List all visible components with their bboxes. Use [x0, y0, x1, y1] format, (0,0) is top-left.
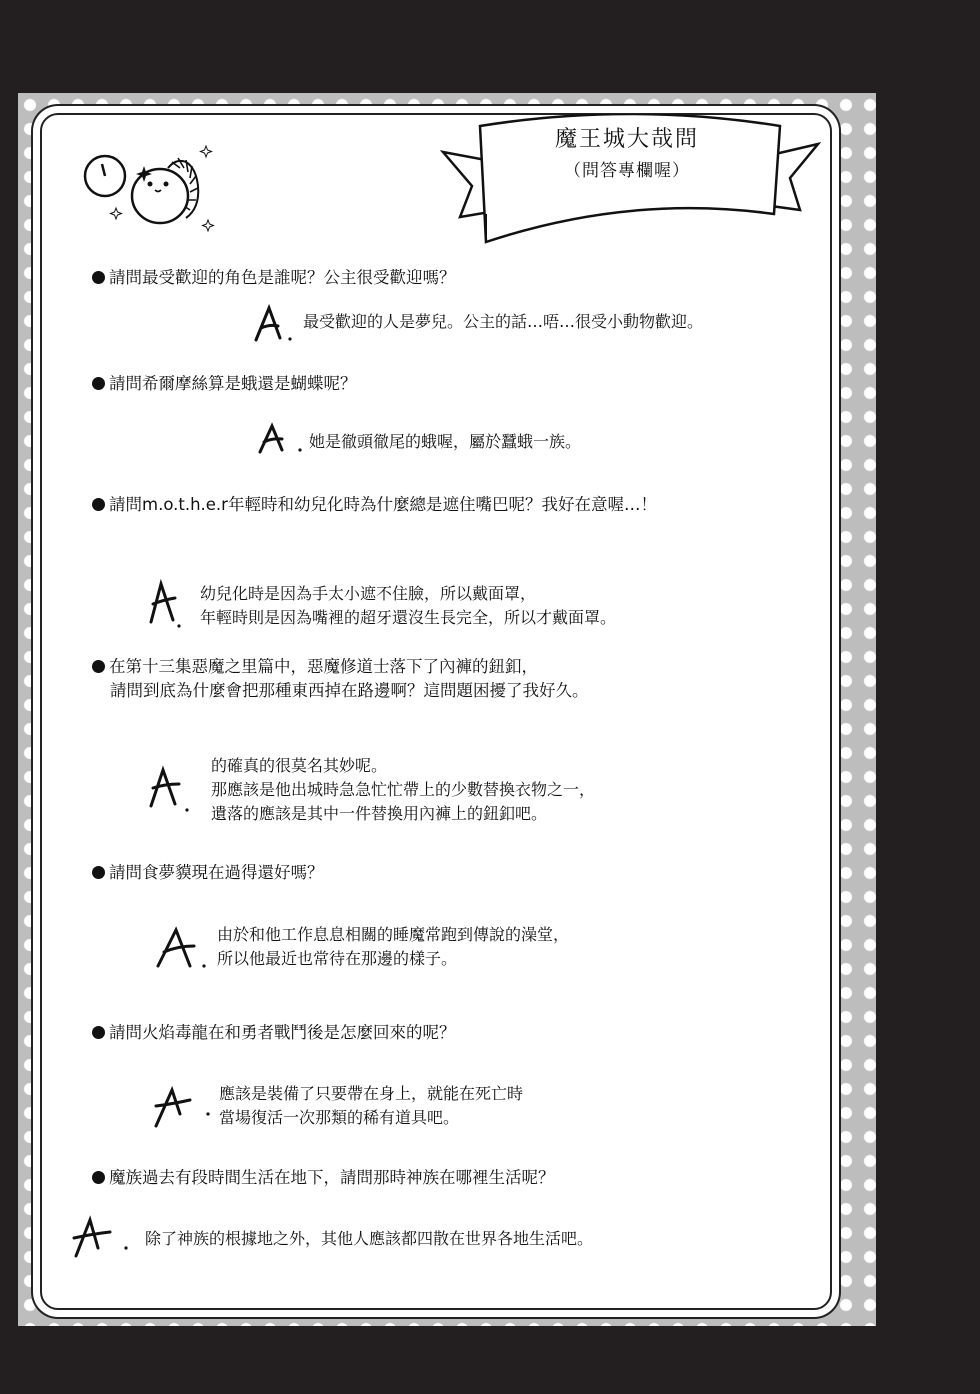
answer-line: 由於和他工作息息相關的睡魔常跑到傳說的澡堂， — [217, 925, 570, 944]
answer-2 — [309, 430, 581, 454]
answer-a-mark — [70, 1214, 134, 1262]
question-text: 請問m.o.t.h.e.r年輕時和幼兒化時為什麼總是遮住嘴巴呢？我好在意喔…！ — [109, 495, 657, 514]
answer-line: 最受歡迎的人是夢兒。公主的話…唔…很受小動物歡迎。 — [303, 312, 704, 331]
column-title: 魔王城大哉問 — [554, 127, 699, 152]
question-text: 請問食夢貘現在過得還好嗎？ — [109, 863, 324, 882]
question-4 — [92, 655, 589, 703]
question-text: 在第十三集惡魔之里篇中，惡魔修道士落下了內褲的鈕釦， — [109, 657, 538, 676]
bullet-icon — [92, 271, 105, 284]
question-7 — [92, 1166, 555, 1190]
answer-1 — [303, 310, 703, 334]
bullet-icon — [92, 377, 105, 390]
answer-line: 當場復活一次那類的稀有道具吧。 — [219, 1108, 460, 1127]
answer-a-mark — [154, 924, 210, 972]
question-5 — [92, 861, 324, 885]
answer-line: 的確真的很莫名其妙呢。 — [211, 756, 388, 775]
mascot-illustration — [80, 138, 220, 238]
question-2 — [92, 372, 357, 396]
answer-a-mark — [145, 578, 189, 632]
bullet-icon — [92, 1026, 105, 1039]
answer-3 — [200, 582, 616, 630]
question-6 — [92, 1021, 456, 1045]
answer-line: 所以他最近也常待在那邊的樣子。 — [217, 949, 458, 968]
answer-a-mark — [145, 764, 193, 814]
question-text-line2: 請問到底為什麼會把那種東西掉在路邊啊？這問題困擾了我好久。 — [110, 681, 589, 700]
question-3 — [92, 493, 657, 517]
answer-4 — [211, 754, 595, 826]
answer-5 — [217, 923, 569, 971]
column-subtitle: （問答專欄喔） — [564, 161, 690, 181]
bullet-icon — [92, 660, 105, 673]
bullet-icon — [92, 1171, 105, 1184]
question-text: 請問希爾摩絲算是蛾還是蝴蝶呢？ — [109, 374, 357, 393]
answer-line: 那應該是他出城時急急忙忙帶上的少數替換衣物之一， — [211, 780, 596, 799]
answer-a-mark — [256, 422, 306, 456]
bullet-icon — [92, 498, 105, 511]
answer-7 — [145, 1227, 593, 1251]
answer-a-mark — [252, 304, 296, 344]
answer-line: 她是徹頭徹尾的蛾喔，屬於蠶蛾一族。 — [309, 432, 582, 451]
answer-line: 年輕時則是因為嘴裡的超牙還沒生長完全，所以才戴面罩。 — [200, 608, 617, 627]
question-1 — [92, 266, 456, 290]
answer-line: 應該是裝備了只要帶在身上，就能在死亡時 — [219, 1084, 524, 1103]
bullet-icon — [92, 866, 105, 879]
question-text: 請問火焰毒龍在和勇者戰鬥後是怎麼回來的呢？ — [109, 1023, 456, 1042]
question-text: 魔族過去有段時間生活在地下，請問那時神族在哪裡生活呢？ — [109, 1168, 555, 1187]
answer-6 — [219, 1082, 523, 1130]
answer-line: 幼兒化時是因為手太小遮不住臉，所以戴面罩， — [200, 584, 537, 603]
answer-a-mark — [150, 1084, 214, 1132]
answer-line: 除了神族的根據地之外，其他人應該都四散在世界各地生活吧。 — [145, 1229, 594, 1248]
question-text: 請問最受歡迎的角色是誰呢？公主很受歡迎嗎？ — [109, 268, 456, 287]
answer-line: 遺落的應該是其中一件替換用內褲上的鈕釦吧。 — [211, 804, 548, 823]
